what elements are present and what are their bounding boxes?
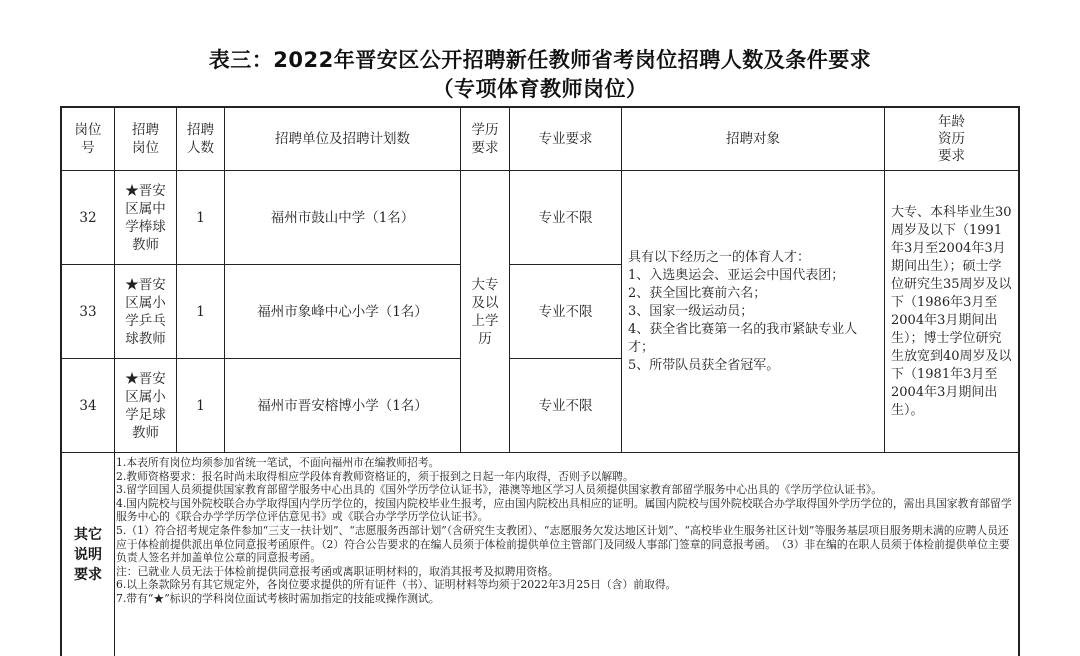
note-item: 3.留学回国人员须提供国家教育部留学服务中心出具的《国外学历学位认证书》，港澳等地区学习人员须提供国家教育部留学服务中心出具的《学历学位认证书》。 [116, 483, 883, 497]
notes-list [116, 456, 1016, 636]
page-title: 表三：2022年晋安区公开招聘新任教师省考岗位招聘人数及条件要求 [208, 48, 872, 72]
row-count: 1 [196, 209, 205, 226]
header-target: 招聘对象 [726, 131, 780, 147]
header-post: 招聘 岗位 [132, 122, 159, 156]
shared-education: 大专 及以 上学 历 [471, 276, 499, 347]
header-education: 学历 要求 [471, 122, 499, 156]
note-item: 注：已就业人员无法于体检前提供同意报考函或离职证明材料的，取消其报考及拟聘用资格。 [116, 564, 559, 578]
note-item: 2.教师资格要求：报名时尚未取得相应学段体育教师资格证的，须于报到之日起一年内取得，否则予以解聘。 [116, 469, 634, 483]
page-subtitle: （专项体育教师岗位） [432, 77, 648, 101]
row-unit: 福州市鼓山中学（1名） [270, 209, 415, 226]
header-unit: 招聘单位及招聘计划数 [275, 131, 410, 147]
row-post-number: 33 [79, 303, 97, 320]
note-item: 1.本表所有岗位均须参加省统一笔试，不面向福州市在编教师招考。 [116, 456, 440, 469]
shared-age: 大专、本科毕业生30周岁及以下（1991年3月至2004年3月期间出生）；硕士学位研究生35周岁及以下（1986年3月至2004年3月期间出生）；博士学位研究生放宽到40周岁及以下（1981年3月至2004年3月期间出生）。 [891, 204, 1012, 418]
row-major: 专业不限 [538, 397, 593, 414]
header-age: 年龄 资历 要求 [938, 113, 965, 164]
row-post: ★晋安 区属小 学足球 教师 [125, 370, 166, 441]
header-count: 招聘 人数 [187, 122, 214, 156]
note-item: 7.带有“★”标识的学科岗位面试考核时需加指定的技能或操作测试。 [116, 591, 440, 605]
header-post-number: 岗位 号 [74, 122, 102, 156]
row-major: 专业不限 [538, 303, 593, 320]
note-item: 4.国内院校与国外院校联合办学取得国内学历学位的，按国内院校毕业生报考，应由国内院校出具相应的证明。属国内院校与国外院校联合办学取得国外学历学位的，需出具国家教育部留学服务中心的《联合办学学历学位评估意见书》或《联合办学学历学位认证书》。 [116, 496, 1012, 524]
row-post: ★晋安 区属中 学棒球 教师 [125, 182, 166, 253]
row-count: 1 [196, 303, 205, 320]
row-post-number: 32 [79, 209, 97, 226]
row-unit: 福州市晋安榕博小学（1名） [257, 397, 428, 414]
note-item: 5.（1）符合招考规定条件参加“三支一扶计划”、“志愿服务西部计划”（含研究生支教团）、“志愿服务欠发达地区计划”、“高校毕业生服务社区计划”等服务基层项目服务期未满的应聘人员还应于体检前提供派出单位同意报考函原件。（2）符合公告要求的在编人员须于体检前提供单位主管部门及同级人事部门签章的同意报考函。 （3）非在编的在职人员须于体检前提供单位主要负责人签名并加盖单位公章的同意报考函。 [116, 523, 1010, 565]
note-item: 6.以上条款除另有其它规定外，各岗位要求提供的所有证件（书）、证明材料等均须于2022年3月25日（含）前取得。 [116, 578, 677, 592]
row-major: 专业不限 [538, 209, 593, 226]
row-count: 1 [196, 397, 205, 414]
row-post: ★晋安 区属小 学乒乓 球教师 [125, 276, 166, 347]
row-post-number: 34 [79, 397, 97, 414]
shared-target: 具有以下经历之一的体育人才： 1、入选奥运会、亚运会中国代表团； 2、获全国比赛前六名； 3、国家一级运动员； 4、获全省比赛第一名的我市紧缺专业人才； 5、所带队员获全省冠军。 [628, 249, 858, 373]
row-unit: 福州市象峰中心小学（1名） [257, 303, 428, 320]
header-major: 专业要求 [538, 131, 593, 147]
notes-label: 其它 说明 要求 [74, 526, 102, 583]
